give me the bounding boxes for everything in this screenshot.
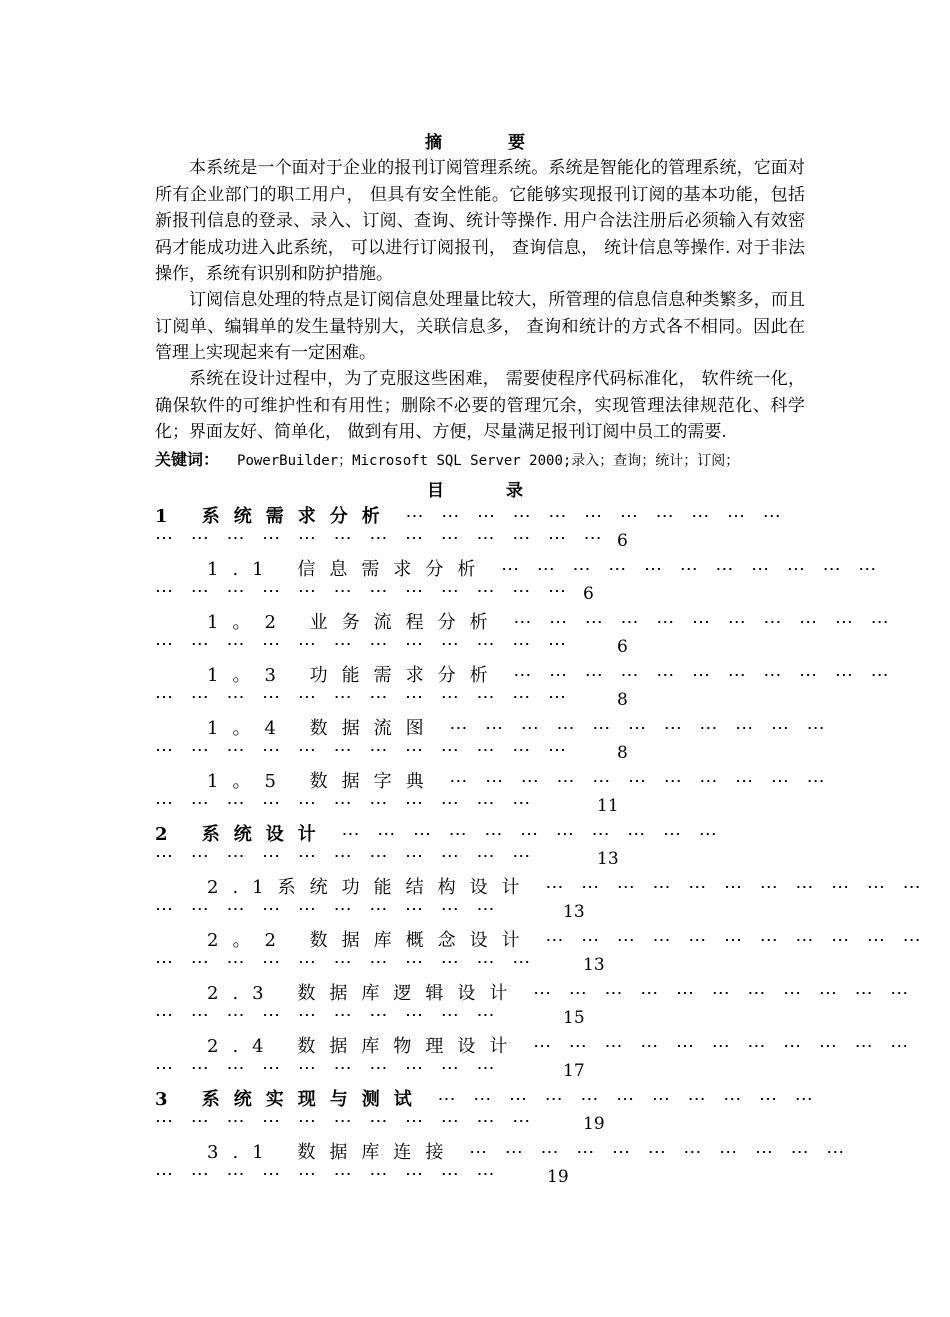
toc-entry-label: 1.1 信息需求分析: [207, 559, 490, 580]
abstract-paragraph-1: 本系统是一个面对于企业的报刊订阅管理系统。系统是智能化的管理系统，它面对所有企业部门的职工用户， 但具有安全性能。它能够实现报刊订阅的基本功能，包括新报刊信息的登录、录入、订阅、查询、统计等操作. 用户合法注册后必须输入有效密码才能成功进入此系统， 可以进行订阅报刊， 查询信息， 统计信息等操作. 对于非法操作，系统有识别和防护措施。: [155, 158, 805, 284]
toc-leader-dots: ⋯ ⋯ ⋯ ⋯ ⋯ ⋯ ⋯ ⋯ ⋯ ⋯ ⋯: [457, 1142, 851, 1163]
toc-leader-dots: ⋯ ⋯ ⋯ ⋯ ⋯ ⋯ ⋯ ⋯ ⋯ ⋯ ⋯: [501, 612, 895, 633]
toc-page-number: 19: [583, 1114, 605, 1134]
toc-leader-dots: ⋯ ⋯ ⋯ ⋯ ⋯ ⋯ ⋯ ⋯ ⋯ ⋯ ⋯: [437, 771, 831, 792]
abstract-paragraph-3: 系统在设计过程中，为了克服这些困难， 需要使程序代码标准化， 软件统一化，确保软件的可维护性和有用性；删除不必要的管理冗余，实现管理法律规范化、科学化；界面友好、简单化， 做到有用、方便，尽量满足报刊订阅中员工的需要.: [155, 369, 805, 442]
toc-page-number: 6: [583, 584, 594, 604]
keywords-value: PowerBuilder；Microsoft SQL Server 2000;录入；查询；统计；订阅；: [237, 453, 740, 469]
toc-entry-label: 2.4 数据库物理设计: [207, 1036, 522, 1057]
toc-entry-label: 3.1 数据库连接: [207, 1142, 458, 1163]
toc-page-number: 8: [617, 690, 628, 710]
toc-page-number: 6: [617, 637, 628, 657]
toc-leader-dots: ⋯ ⋯ ⋯ ⋯ ⋯ ⋯ ⋯ ⋯ ⋯ ⋯ ⋯: [533, 930, 927, 951]
toc-leader-dots: ⋯ ⋯ ⋯ ⋯ ⋯ ⋯ ⋯ ⋯ ⋯ ⋯ ⋯ ⋯: [155, 581, 572, 602]
toc-leader-dots: ⋯ ⋯ ⋯ ⋯ ⋯ ⋯ ⋯ ⋯ ⋯ ⋯ ⋯: [155, 952, 537, 973]
toc-page-number: 6: [617, 531, 628, 551]
toc-page-number: 19: [547, 1167, 569, 1187]
toc-leader-dots: ⋯ ⋯ ⋯ ⋯ ⋯ ⋯ ⋯ ⋯ ⋯ ⋯ ⋯: [393, 506, 787, 527]
toc-leader-dots: ⋯ ⋯ ⋯ ⋯ ⋯ ⋯ ⋯ ⋯ ⋯ ⋯ ⋯: [489, 559, 883, 580]
toc-entry-label: 2.1系统功能结构设计: [207, 877, 534, 898]
toc-leader-dots: ⋯ ⋯ ⋯ ⋯ ⋯ ⋯ ⋯ ⋯ ⋯ ⋯: [155, 899, 501, 920]
abstract-paragraph-2: 订阅信息处理的特点是订阅信息处理量比较大，所管理的信息信息种类繁多，而且订阅单、编辑单的发生量特别大，关联信息多， 查询和统计的方式各不相同。因此在管理上实现起来有一定困难。: [155, 290, 805, 363]
toc-page-number: 13: [597, 849, 619, 869]
toc-leader-dots: ⋯ ⋯ ⋯ ⋯ ⋯ ⋯ ⋯ ⋯ ⋯ ⋯ ⋯: [155, 1111, 537, 1132]
toc-leader-dots: ⋯ ⋯ ⋯ ⋯ ⋯ ⋯ ⋯ ⋯ ⋯ ⋯ ⋯: [155, 846, 537, 867]
toc-entry-label: 1。2 业务流程分析: [207, 612, 502, 633]
toc-page-number: 13: [563, 902, 585, 922]
toc-page-number: 13: [583, 955, 605, 975]
keywords-label: 关键词：: [155, 450, 220, 469]
toc-entry-label: 1。3 功能需求分析: [207, 665, 502, 686]
toc-leader-dots: ⋯ ⋯ ⋯ ⋯ ⋯ ⋯ ⋯ ⋯ ⋯ ⋯ ⋯: [521, 983, 915, 1004]
toc-leader-dots: ⋯ ⋯ ⋯ ⋯ ⋯ ⋯ ⋯ ⋯ ⋯ ⋯ ⋯: [521, 1036, 915, 1057]
toc-title: 目 录: [427, 481, 551, 501]
toc-leader-dots: ⋯ ⋯ ⋯ ⋯ ⋯ ⋯ ⋯ ⋯ ⋯ ⋯ ⋯ ⋯: [155, 740, 572, 761]
toc-leader-dots: ⋯ ⋯ ⋯ ⋯ ⋯ ⋯ ⋯ ⋯ ⋯ ⋯ ⋯: [437, 718, 831, 739]
toc-page-number: 8: [617, 743, 628, 763]
toc-entry-label: 2 系统设计: [155, 824, 330, 845]
toc-leader-dots: ⋯ ⋯ ⋯ ⋯ ⋯ ⋯ ⋯ ⋯ ⋯ ⋯ ⋯ ⋯: [155, 634, 572, 655]
toc-leader-dots: ⋯ ⋯ ⋯ ⋯ ⋯ ⋯ ⋯ ⋯ ⋯ ⋯ ⋯ ⋯: [155, 687, 572, 708]
toc-leader-dots: ⋯ ⋯ ⋯ ⋯ ⋯ ⋯ ⋯ ⋯ ⋯ ⋯ ⋯: [533, 877, 927, 898]
toc-page-number: 11: [597, 796, 619, 816]
toc-leader-dots: ⋯ ⋯ ⋯ ⋯ ⋯ ⋯ ⋯ ⋯ ⋯ ⋯: [155, 1164, 501, 1185]
toc-entry-label: 3 系统实现与测试: [155, 1089, 426, 1110]
toc-leader-dots: ⋯ ⋯ ⋯ ⋯ ⋯ ⋯ ⋯ ⋯ ⋯ ⋯: [155, 1005, 501, 1026]
toc-leader-dots: ⋯ ⋯ ⋯ ⋯ ⋯ ⋯ ⋯ ⋯ ⋯ ⋯ ⋯: [425, 1089, 819, 1110]
toc-leader-dots: ⋯ ⋯ ⋯ ⋯ ⋯ ⋯ ⋯ ⋯ ⋯ ⋯ ⋯: [155, 793, 537, 814]
toc-page-number: 17: [563, 1061, 585, 1081]
toc-entry-label: 1。4 数据流图: [207, 718, 438, 739]
toc-entry-label: 2。2 数据库概念设计: [207, 930, 534, 951]
abstract-title: 摘 要: [425, 133, 555, 153]
toc-entry-label: 1。5 数据字典: [207, 771, 438, 792]
toc-leader-dots: ⋯ ⋯ ⋯ ⋯ ⋯ ⋯ ⋯ ⋯ ⋯ ⋯ ⋯ ⋯ ⋯: [155, 528, 608, 549]
toc-entry-label: 2.3 数据库逻辑设计: [207, 983, 522, 1004]
toc-entry-label: 1 系统需求分析: [155, 506, 394, 527]
toc-leader-dots: ⋯ ⋯ ⋯ ⋯ ⋯ ⋯ ⋯ ⋯ ⋯ ⋯ ⋯: [501, 665, 895, 686]
toc-leader-dots: ⋯ ⋯ ⋯ ⋯ ⋯ ⋯ ⋯ ⋯ ⋯ ⋯ ⋯: [329, 824, 723, 845]
keywords-line: [155, 447, 815, 470]
toc-leader-dots: ⋯ ⋯ ⋯ ⋯ ⋯ ⋯ ⋯ ⋯ ⋯ ⋯: [155, 1058, 501, 1079]
toc-page-number: 15: [563, 1008, 585, 1028]
